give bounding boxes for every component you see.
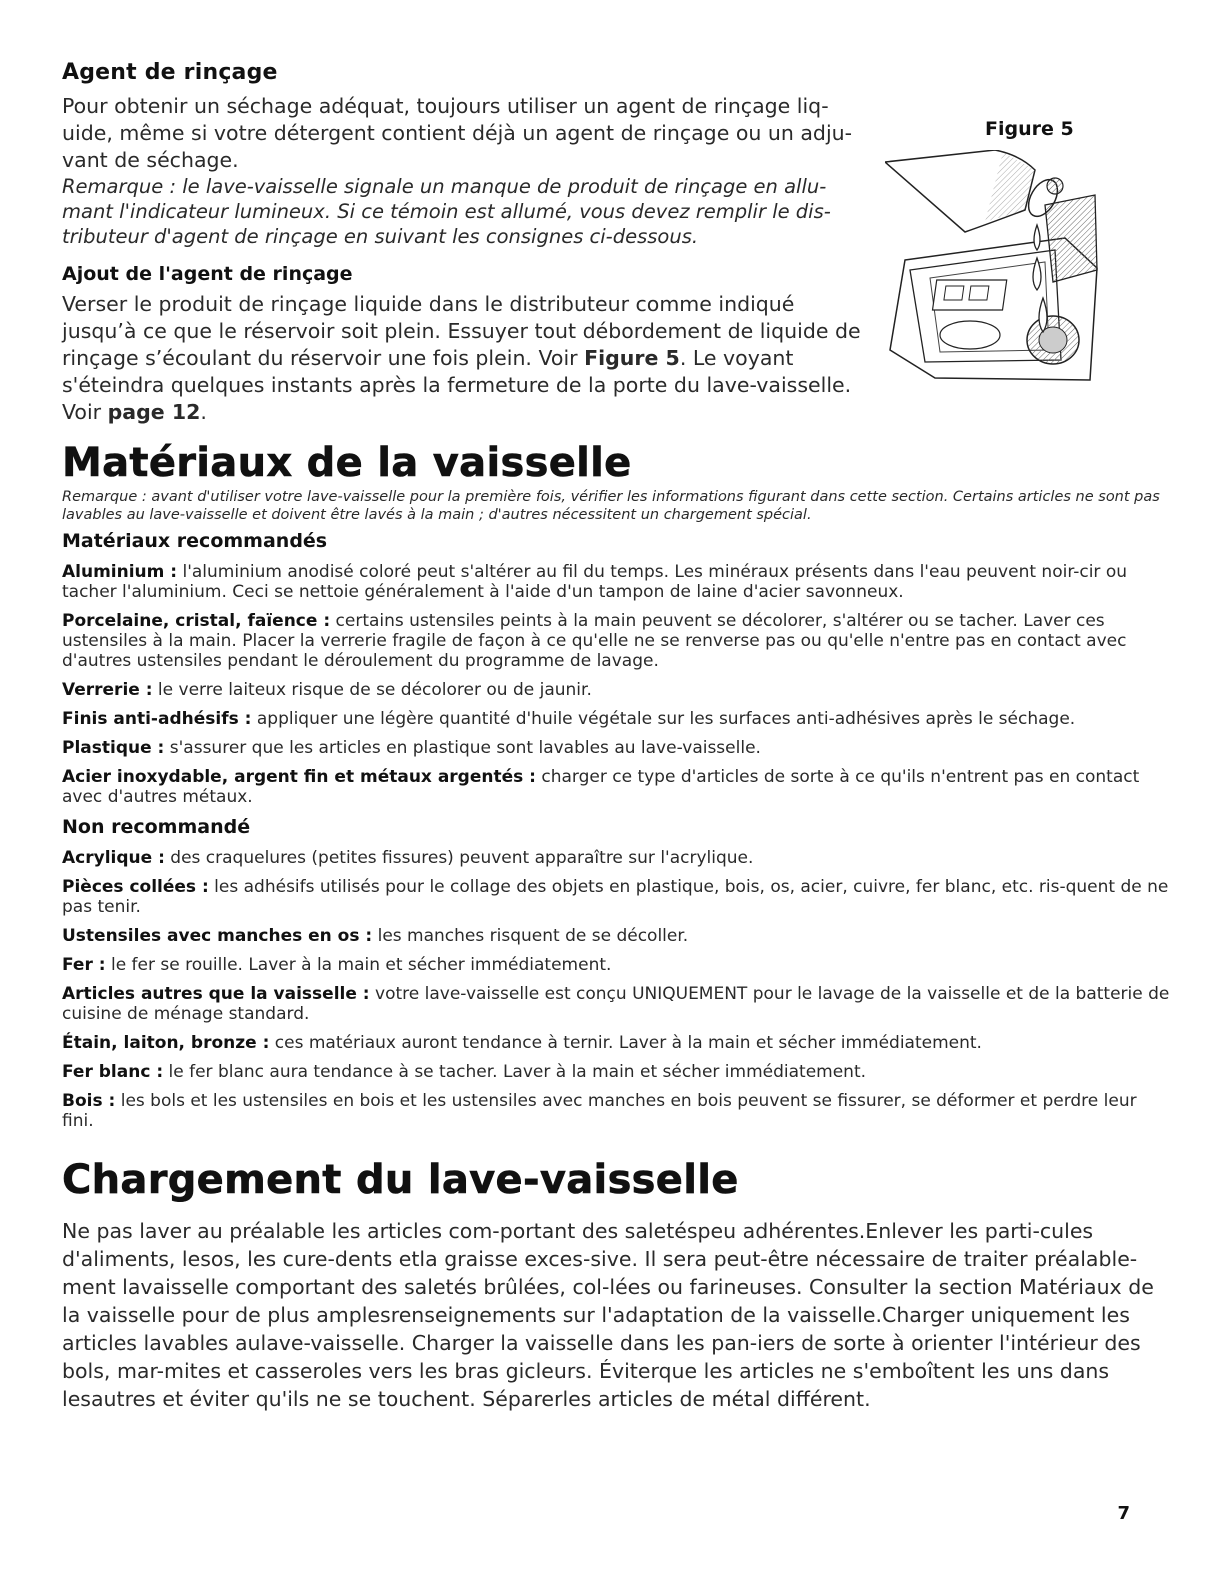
rinse-aid-dispenser-figure [885,150,1105,420]
dispenser-lid [1045,195,1097,282]
item-term: Finis anti-adhésifs : [62,709,252,729]
item-text: certains ustensiles peints à la main peuvent se décolorer, s'altérer ou se tacher. Laver ces ustensiles à la main. Placer la verrerie fragile de façon à ce qu'elle ne se renverse pas ou qu'elle n'entre pas en contact avec d'autres ustensiles pendant le déroulement du programme de lavage. [62,611,1127,671]
list-item [62,984,1172,1024]
item-text: le fer se rouille. Laver à la main et sécher immédiatement. [105,955,612,975]
list-item [62,611,1172,671]
list-item [62,738,1172,758]
item-term: Verrerie : [62,680,153,700]
dispenser-illustration [885,150,1105,390]
page-reference: page 12 [107,400,201,424]
list-item [62,680,1172,700]
section-title-rinse-agent: Agent de rinçage [62,60,278,85]
drop [1034,225,1040,250]
section-title-dish-materials: Matériaux de la vaisselle [62,440,632,486]
item-text: ces matériaux auront tendance à ternir. Laver à la main et sécher immédiatement. [269,1033,982,1053]
item-text: appliquer une légère quantité d'huile végétale sur les surfaces anti-adhésives après le séchage. [251,709,1076,729]
item-term: Articles autres que la vaisselle : [62,984,370,1004]
list-item [62,767,1172,807]
item-text: le verre laiteux risque de se décolorer ou de jaunir. [152,680,592,700]
item-term: Acier inoxydable, argent fin et métaux argentés : [62,767,536,787]
item-term: Bois : [62,1091,116,1111]
item-term: Fer blanc : [62,1062,164,1082]
section-title-loading: Chargement du lave-vaisselle [62,1157,739,1203]
body-text: Verser le produit de rinçage liquide dans le distributeur comme indiqué jusqu’à ce que le réservoir soit plein. Essuyer tout débordement de liquide de rinçage s’écoulant du réservoir une fois plein. Voir [62,292,861,370]
add-rinse-agent-body [62,291,862,426]
subsection-title-recommended: Matériaux recommandés [62,530,328,552]
body-text: . [200,400,207,424]
list-item [62,1062,1172,1082]
loading-section [62,1157,1172,1413]
not-recommended-list [62,848,1172,1131]
list-item [62,877,1172,917]
dish-materials-note: Remarque : avant d'utiliser votre lave-vaisselle pour la première fois, vérifier les informations figurant dans cette section. Certains articles ne sont pas lavables au lave-vaisselle et doivent être lavés à la main ; d'autres nécessitent un chargement spécial. [62,489,1160,523]
item-term: Acrylique : [62,848,165,868]
item-term: Porcelaine, cristal, faïence : [62,611,331,631]
item-term: Fer : [62,955,106,975]
item-text: l'aluminium anodisé coloré peut s'altérer au fil du temps. Les minéraux présents dans l'eau peuvent noir-cir ou tacher l'aluminium. Ceci se nettoie généralement à l'aide d'un tampon de laine d'acier savonneux. [62,562,1127,602]
subsection-title-add-rinse-agent: Ajout de l'agent de rinçage [62,263,353,285]
list-item [62,562,1172,602]
item-text: les bols et les ustensiles en bois et les ustensiles avec manches en bois peuvent se fissurer, se déformer et perdre leur fini. [62,1091,1137,1131]
item-term: Aluminium : [62,562,178,582]
subsection-title-not-recommended: Non recommandé [62,816,251,838]
list-item [62,709,1172,729]
item-text: s'assurer que les articles en plastique sont lavables au lave-vaisselle. [164,738,761,758]
rinse-agent-section [62,60,862,426]
item-text: les manches risquent de se décoller. [372,926,689,946]
dish-materials-section [62,440,1172,1131]
rinse-agent-intro: Pour obtenir un séchage adéquat, toujours utiliser un agent de rinçage liq-uide, même si votre détergent contient déjà un agent de rinçage ou un adju-vant de séchage. [62,94,853,172]
list-item [62,1033,1172,1053]
recommended-list [62,562,1172,807]
item-text: le fer blanc aura tendance à se tacher. Laver à la main et sécher immédiatement. [163,1062,867,1082]
list-item [62,926,1172,946]
figure-reference: Figure 5 [584,346,680,370]
loading-body: Ne pas laver au préalable les articles com-portant des saletéspeu adhérentes.Enlever les parti-cules d'aliments, lesos, les cure-dents etla graisse exces-sive. Il sera peut-être nécessaire de traiter préalable-ment lavaisselle comportant des saletés brûlées, col-lées ou farineuses. Consulter la section Matériaux de la vaisselle pour de plus amplesrenseignements sur l'adaptation de la vaisselle.Charger uniquement les articles lavables aulave-vaisselle. Charger la vaisselle dans les pan-iers de sorte à orienter l'intérieur des bols, mar-mites et casseroles vers les bras gicleurs. Éviterque les articles ne s'emboîtent les uns dans lesautres et éviter qu'ils ne se touchent. Séparerles articles de métal différent. [62,1219,1154,1411]
item-text: les adhésifs utilisés pour le collage des objets en plastique, bois, os, acier, cuivre, fer blanc, etc. ris-quent de ne pas tenir. [62,877,1169,917]
list-item [62,848,1172,868]
list-item [62,1091,1172,1131]
item-text: des craquelures (petites fissures) peuvent apparaître sur l'acrylique. [164,848,754,868]
item-term: Pièces collées : [62,877,209,897]
rinse-agent-note: Remarque : le lave-vaisselle signale un manque de produit de rinçage en allu-mant l'indicateur lumineux. Si ce témoin est allumé, vous devez remplir le dis-tributeur d'agent de rinçage en suivant les consignes ci-dessous. [62,175,831,248]
item-term: Étain, laiton, bronze : [62,1033,270,1053]
figure-caption: Figure 5 [985,118,1074,140]
item-term: Plastique : [62,738,165,758]
page-number: 7 [1117,1503,1130,1524]
list-item [62,955,1172,975]
item-text: charger ce type d'articles de sorte à ce qu'ils n'entrent pas en contact avec d'autres métaux. [62,767,1140,807]
item-text: votre lave-vaisselle est conçu UNIQUEMENT pour le lavage de la vaisselle et de la batterie de cuisine de ménage standard. [62,984,1170,1024]
item-term: Ustensiles avec manches en os : [62,926,373,946]
body-text: . Le voyant s'éteindra quelques instants après la fermeture de la porte du lave-vaisselle. Voir [62,346,852,424]
